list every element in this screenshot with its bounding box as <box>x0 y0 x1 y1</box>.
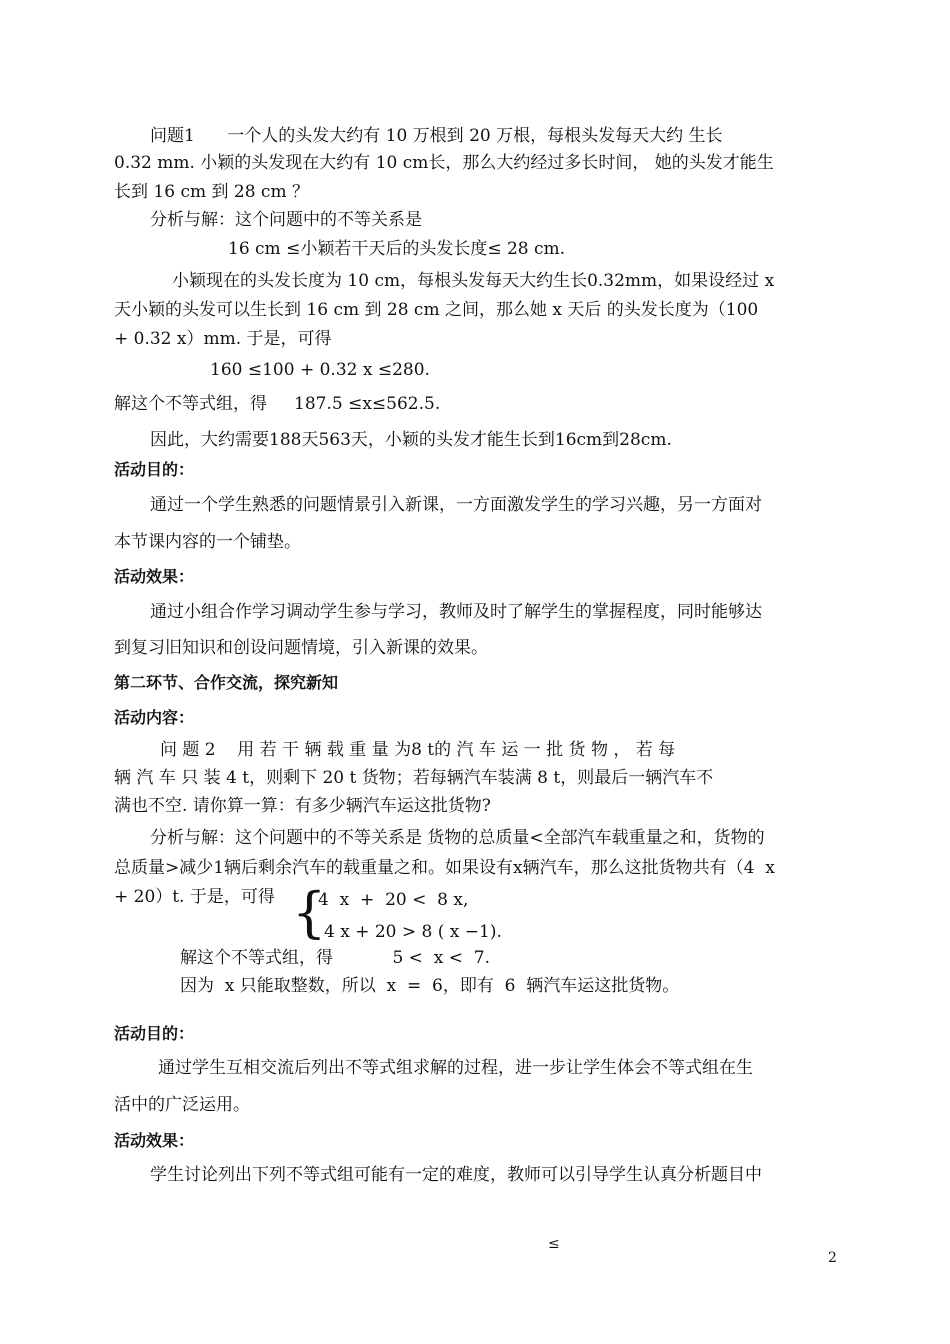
analysis2-line3: + 20）t. 于是，可得 <box>114 887 275 907</box>
problem1-analysis: 分析与解：这个问题中的不等关系是 <box>150 210 422 230</box>
page-number: 2 <box>828 1250 837 1266</box>
problem2-line2: 辆 汽 车 只 装 4 t，则剩下 20 t 货物；若每辆汽车装满 8 t，则最后一辆汽车不 <box>114 768 714 788</box>
problem1-conclusion: 因此，大约需要188天563天，小颖的头发才能生长到16cm到28cm. <box>150 430 672 450</box>
goal2-line2: 活中的广泛运用。 <box>114 1095 250 1115</box>
problem2-line1: 问 题 2 用 若 干 辆 载 重 量 为8 t的 汽 车 运 一 批 货 物 ， 若 每 <box>160 740 676 760</box>
goal1-line1: 通过一个学生熟悉的问题情景引入新课，一方面激发学生的学习兴趣，另一方面对 <box>150 495 762 515</box>
problem1-relation: 16 cm ≤小颖若干天后的头发长度≤ 28 cm. <box>228 239 566 259</box>
goal1-heading: 活动目的： <box>114 460 195 479</box>
problem1-inequality: 160 ≤100 + 0.32 x ≤280. <box>210 360 430 380</box>
effect2-line1: 学生讨论列出下列不等式组可能有一定的难度，教师可以引导学生认真分析题目中 <box>150 1165 762 1185</box>
goal2-heading: 活动目的： <box>114 1024 195 1043</box>
problem1-line2: 0.32 mm. 小颖的头发现在大约有 10 cm长，那么大约经过多长时间， 她的头发才能生 <box>114 153 774 173</box>
goal2-line1: 通过学生互相交流后列出不等式组求解的过程，进一步让学生体会不等式组在生 <box>158 1058 753 1078</box>
footer-symbol: ≤ <box>548 1236 560 1252</box>
problem1-para2: 天小颖的头发可以生长到 16 cm 到 28 cm 之间，那么她 x 天后 的头发长度为（100 <box>114 300 759 320</box>
section2-answer: 因为 x 只能取整数，所以 x = 6，即有 6 辆汽车运这批货物。 <box>180 976 680 996</box>
section2-heading: 第二环节、合作交流，探究新知 <box>114 673 339 692</box>
problem1-line1: 问题1 一个人的头发大约有 10 万根到 20 万根，每根头发每天大约 生长 <box>150 126 723 146</box>
effect1-heading: 活动效果： <box>114 567 195 586</box>
inequality-system-line2: 4 x + 20 > 8 ( x −1). <box>324 922 502 942</box>
inequality-system-brace: { <box>292 881 327 944</box>
effect1-line2: 到复习旧知识和创设问题情境，引入新课的效果。 <box>114 638 488 658</box>
section2-content-heading: 活动内容： <box>114 708 195 727</box>
effect2-heading: 活动效果： <box>114 1131 195 1150</box>
problem1-line3: 长到 16 cm 到 28 cm ？ <box>114 182 309 202</box>
effect1-line1: 通过小组合作学习调动学生参与学习，教师及时了解学生的掌握程度，同时能够达 <box>150 602 762 622</box>
analysis2-line2: 总质量>减少1辆后剩余汽车的载重量之和。如果设有x辆汽车，那么这批货物共有（4 x <box>114 858 775 878</box>
problem1-para1: 小颖现在的头发长度为 10 cm，每根头发每天大约生长0.32mm，如果设经过 x <box>172 271 775 291</box>
problem2-line3: 满也不空. 请你算一算：有多少辆汽车运这批货物? <box>114 796 491 816</box>
problem1-para3: + 0.32 x）mm. 于是，可得 <box>114 329 332 349</box>
section2-solve: 解这个不等式组，得 5 < x < 7. <box>180 948 490 968</box>
goal1-line2: 本节课内容的一个铺垫。 <box>114 532 301 552</box>
inequality-system-line1: 4 x + 20 < 8 x, <box>318 890 469 910</box>
analysis2-line1: 分析与解：这个问题中的不等关系是 货物的总质量<全部汽车载重量之和，货物的 <box>150 828 765 848</box>
problem1-solve: 解这个不等式组，得 187.5 ≤x≤562.5. <box>114 394 441 414</box>
